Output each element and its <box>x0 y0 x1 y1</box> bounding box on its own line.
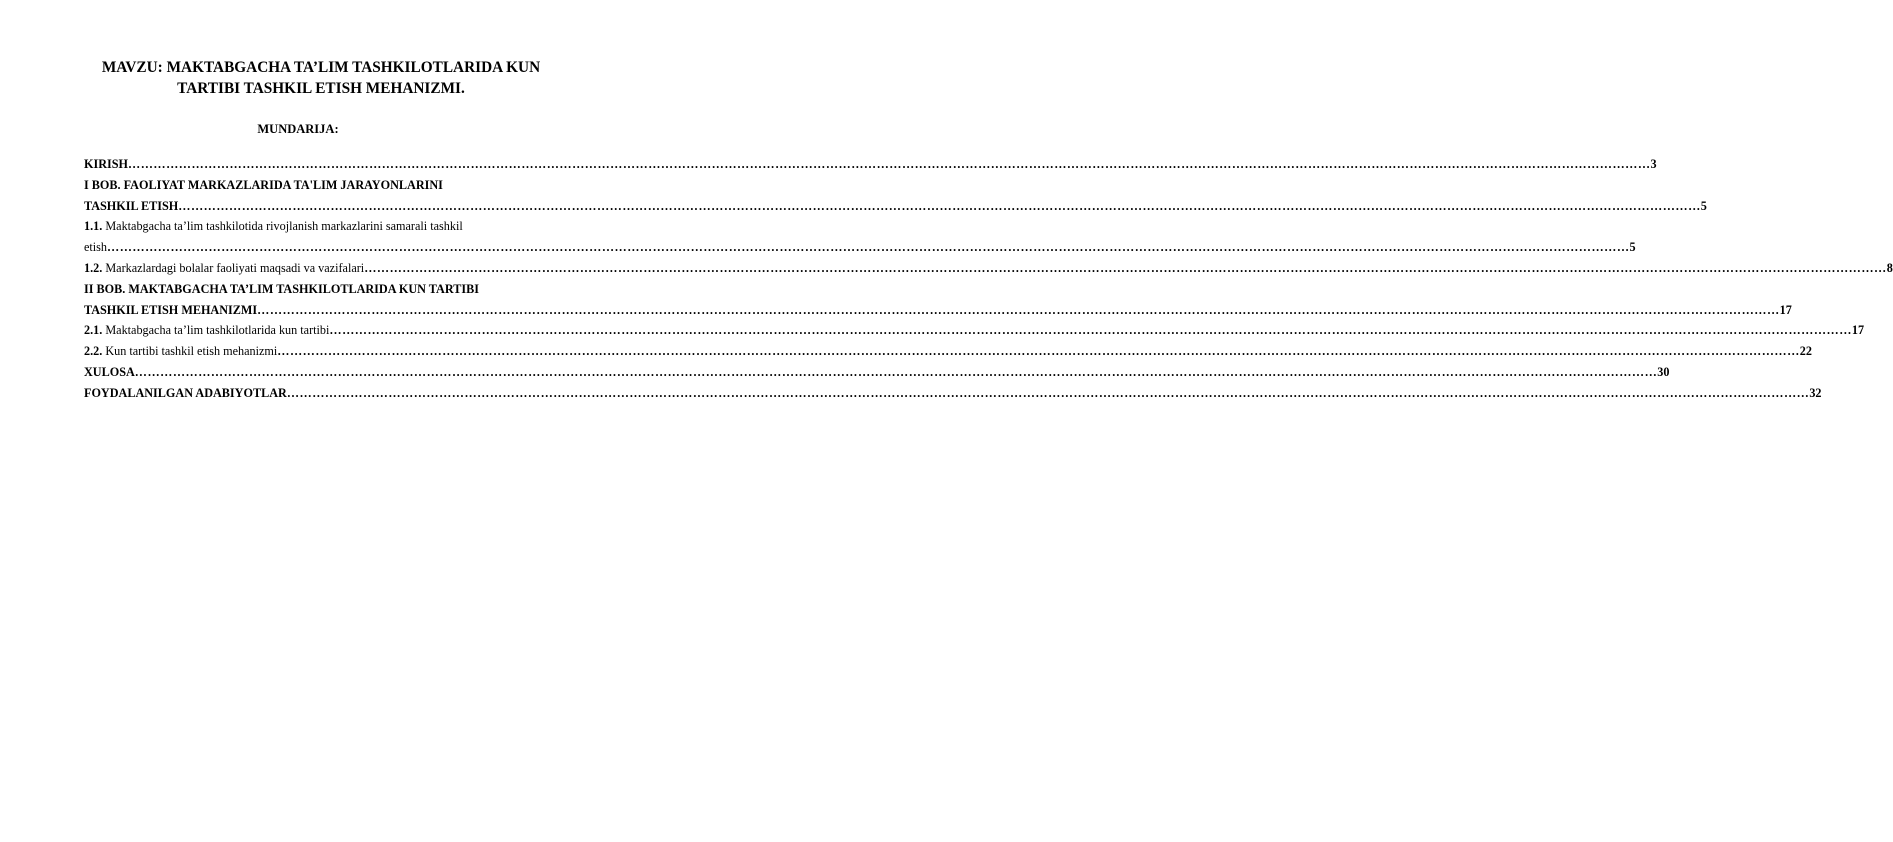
toc-page-number: 5 <box>1629 240 1636 255</box>
toc-entry-label: Kun tartibi tashkil etish mehanizmi <box>102 344 278 359</box>
toc-entry-label: etish <box>84 240 108 255</box>
toc-page-number: 5 <box>1700 198 1707 213</box>
toc-entry-label: XULOSA <box>84 364 135 379</box>
toc-chapter1-heading-cont <box>84 196 1707 217</box>
toc-leader-dots: ……………………………………………………………………………………………………………………………………………………………………………………………………………………………………………………………………………………………………………………………… <box>286 385 1810 400</box>
toc-page-number: 17 <box>1779 302 1792 317</box>
toc-leader-dots: ……………………………………………………………………………………………………………………………………………………………………………………………………………………………………………………………………………………………………………………………… <box>178 198 1701 213</box>
toc-section-1-1-cont <box>84 237 1636 258</box>
table-of-contents <box>84 154 1893 404</box>
toc-page-number: 32 <box>1809 385 1822 400</box>
toc-leader-dots: ……………………………………………………………………………………………………………………………………………………………………………………………………………………………………………………………………………………………………………………………… <box>277 344 1800 359</box>
toc-entry-label: Maktabgacha ta’lim tashkilotlarida kun tartibi <box>102 323 330 338</box>
toc-section-number: 2.2. <box>84 344 103 359</box>
toc-leader-dots: ……………………………………………………………………………………………………………………………………………………………………………………………………………………………………………………………………………………………………………………………… <box>107 240 1630 255</box>
toc-section-number: 2.1. <box>84 323 103 338</box>
toc-entry-kirish <box>84 154 1657 175</box>
toc-page-number: 30 <box>1657 364 1670 379</box>
toc-leader-dots: ……………………………………………………………………………………………………………………………………………………………………………………………………………………………………………………………………………………………………………………………… <box>134 364 1658 379</box>
toc-entry-label: TASHKIL ETISH MEHANIZMI <box>84 302 258 317</box>
toc-entry-label: Markazlardagi bolalar faoliyati maqsadi va vazifalari <box>102 260 365 275</box>
toc-section-2-1 <box>84 320 1865 341</box>
toc-entry-label: KIRISH <box>84 157 129 171</box>
toc-entry-label: FOYDALANILGAN ADABIYOTLAR <box>84 385 287 400</box>
toc-chapter1-heading: I BOB. FAOLIYAT MARKAZLARIDA TA'LIM JARAYONLARINI <box>84 177 443 192</box>
document-title: MAVZU: MAKTABGACHA TA’LIM TASHKILOTLARIDA KUN TARTIBI TASHKIL ETISH MEHANIZMI. <box>101 59 541 97</box>
toc-heading: MUNDARIJA: <box>257 122 339 136</box>
toc-chapter2-heading-cont <box>84 300 1792 321</box>
toc-leader-dots: ……………………………………………………………………………………………………………………………………………………………………………………………………………………………………………………………………………………………………………………………… <box>257 302 1780 317</box>
toc-section-1-1 <box>84 216 556 237</box>
toc-section-1-2 <box>84 258 1893 279</box>
toc-entry-adabiyotlar <box>84 383 1822 404</box>
toc-page-number: 22 <box>1799 344 1812 359</box>
toc-page-number: 8 <box>1886 260 1893 275</box>
toc-entry-label: TASHKIL ETISH <box>84 198 179 213</box>
toc-chapter2-heading: II BOB. MAKTABGACHA TA’LIM TASHKILOTLARIDA KUN TARTIBI <box>84 281 479 296</box>
toc-leader-dots: ……………………………………………………………………………………………………………………………………………………………………………………………………………………………………………………………………………………………………………………………… <box>329 323 1852 338</box>
toc-page-number: 17 <box>1851 323 1865 338</box>
toc-entry-label: Maktabgacha ta’lim tashkilotida rivojlanish markazlarini samarali tashkil <box>102 219 463 234</box>
toc-page-number: 3 <box>1650 157 1657 171</box>
toc-section-2-2 <box>84 341 1812 362</box>
toc-leader-dots: ……………………………………………………………………………………………………………………………………………………………………………………………………………………………………………………………………………………………………………………………… <box>364 260 1887 275</box>
toc-entry-xulosa <box>84 362 1670 383</box>
toc-leader-dots: ……………………………………………………………………………………………………………………………………………………………………………………………………………………………………………………………………………………………………………………………… <box>128 157 1651 171</box>
toc-section-number: 1.2. <box>84 260 103 275</box>
toc-section-number: 1.1. <box>84 219 103 234</box>
